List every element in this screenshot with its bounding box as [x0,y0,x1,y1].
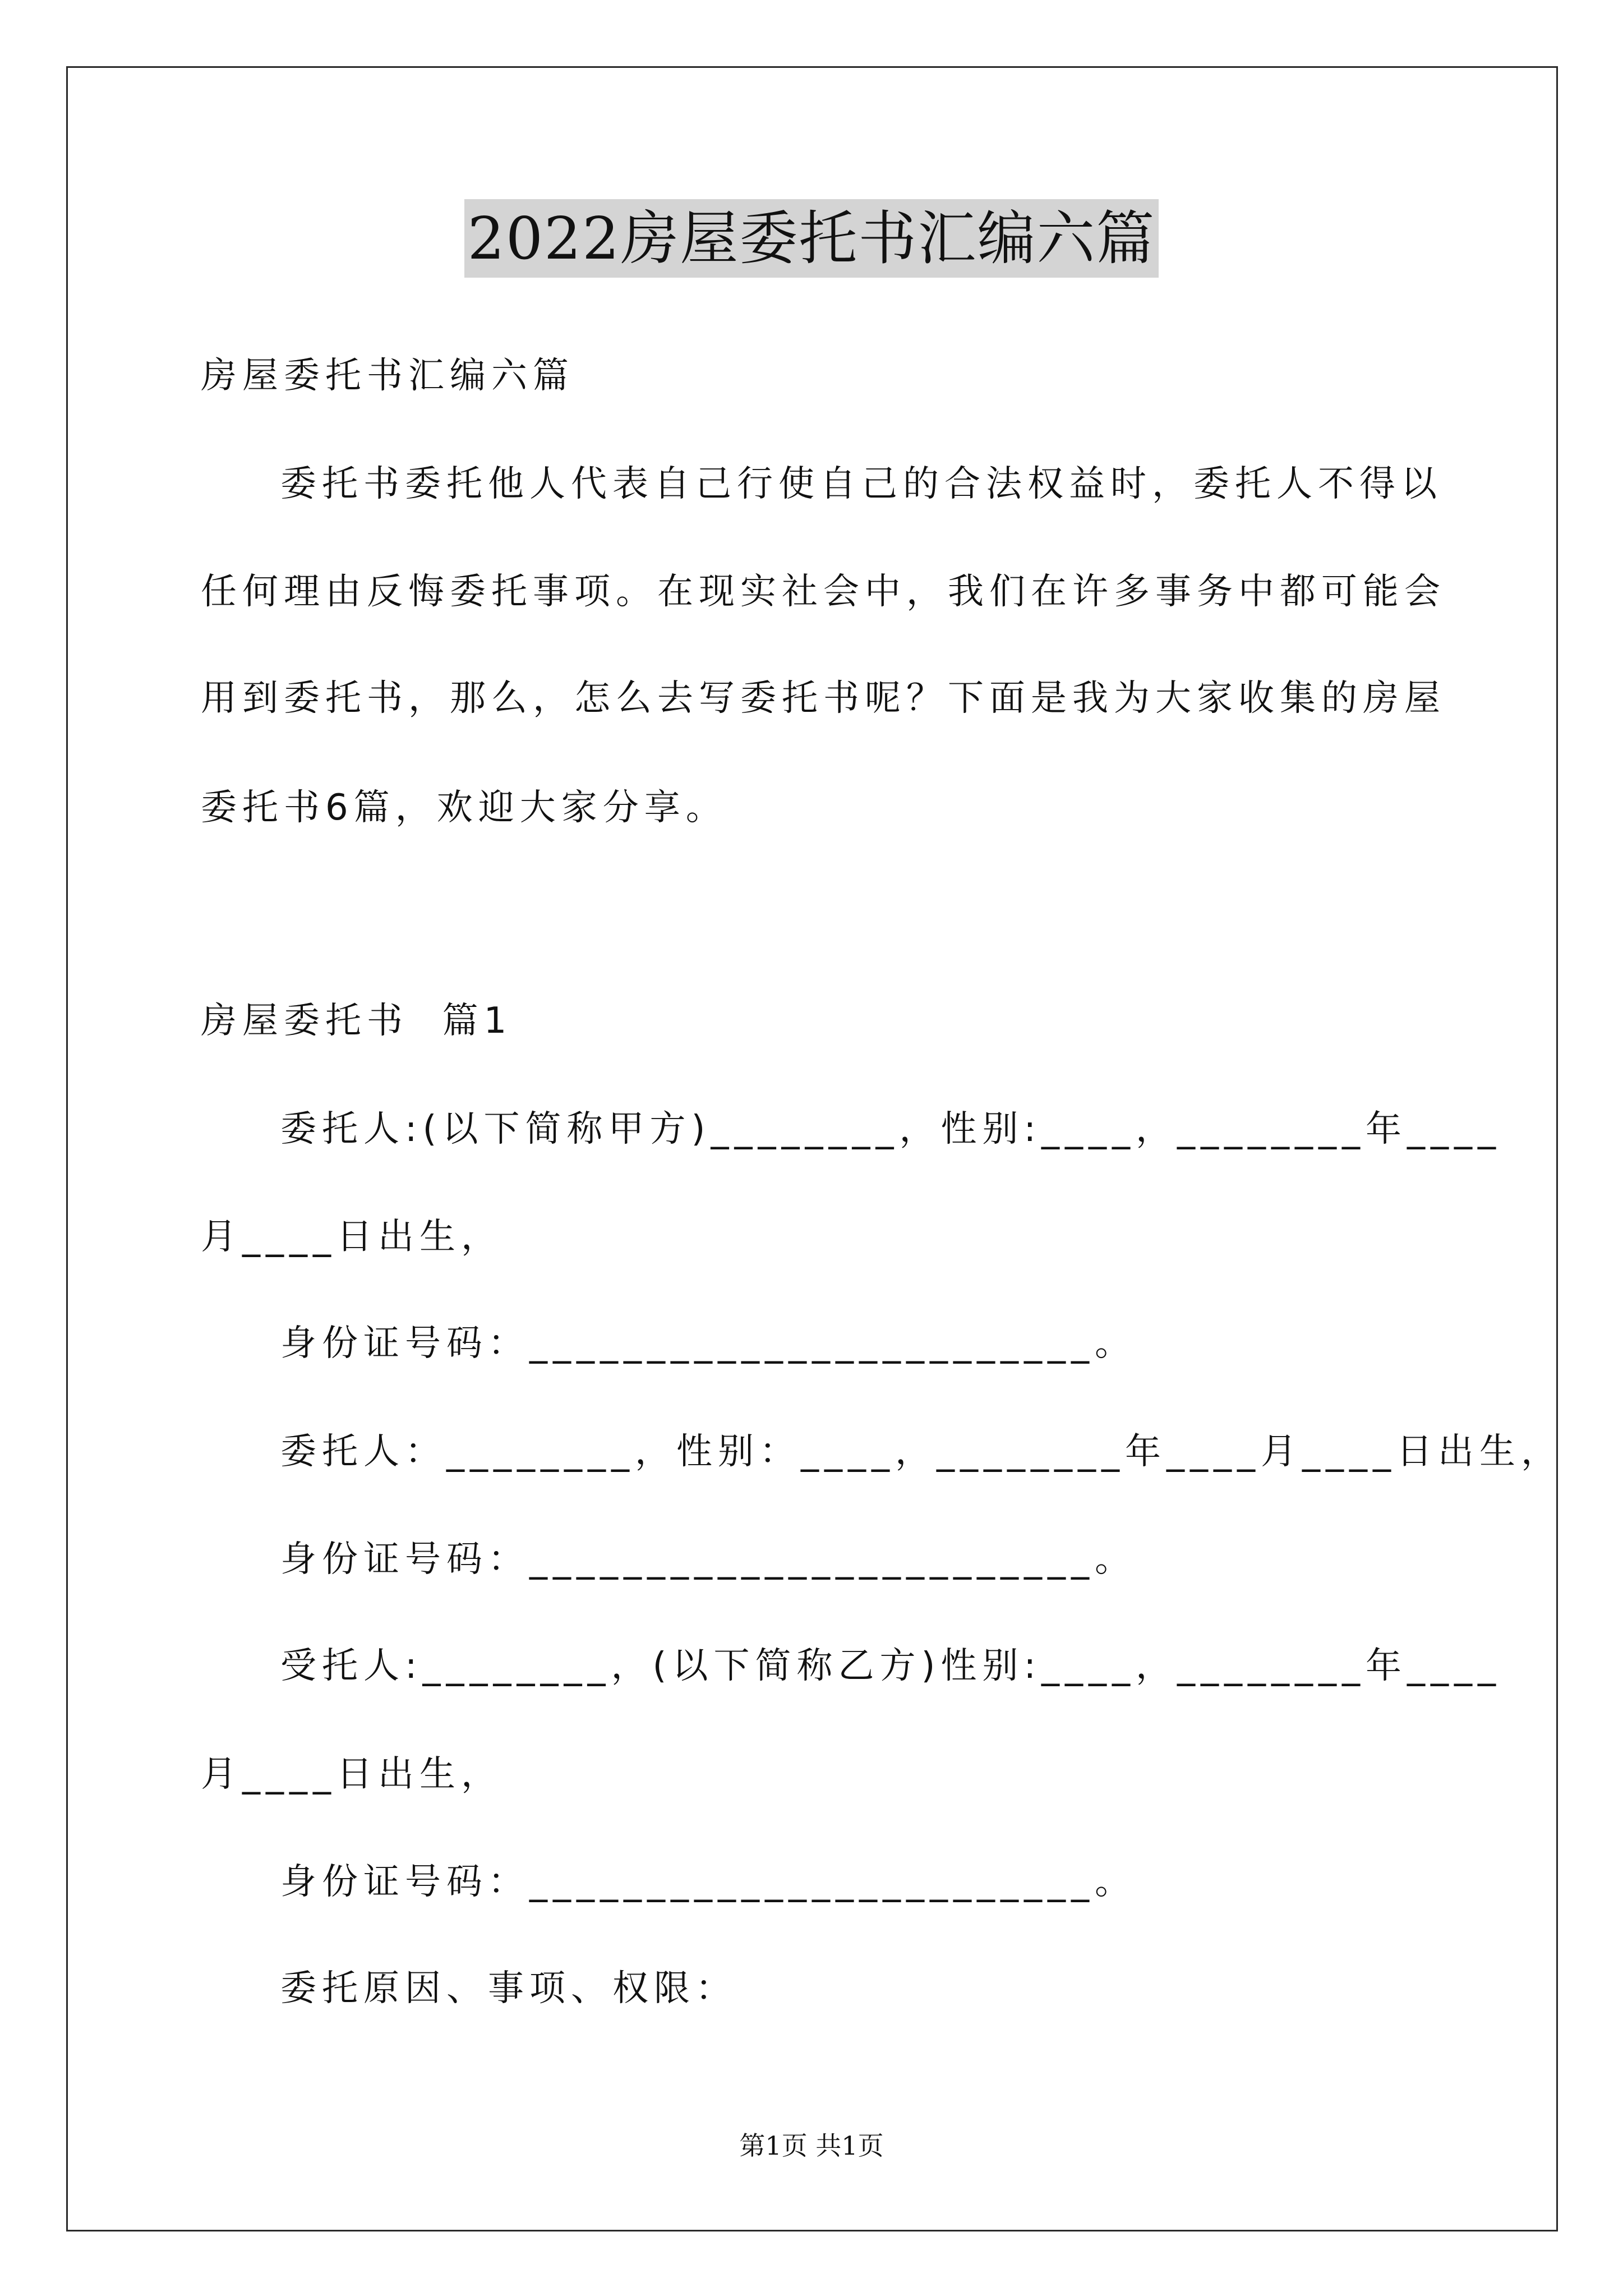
title-container [0,199,1623,278]
agent-line-1: 受托人:________，(以下简称乙方)性别:____，________年____ [280,1645,1502,1687]
authority-line: 委托原因、事项、权限： [280,1968,737,2009]
section-heading: 房屋委托书 篇1 [201,1000,513,1042]
intro-line-2: 任何理由反悔委托事项。在现实社会中，我们在许多事务中都可能会 [201,571,1446,613]
principal2-id-line: 身份证号码：________________________。 [280,1539,1136,1580]
page-footer: 第1页 共1页 [739,2131,884,2161]
document-title: 2022房屋委托书汇编六篇 [464,199,1159,278]
subtitle-line: 房屋委托书汇编六篇 [201,355,574,397]
principal-id-line: 身份证号码：________________________。 [280,1323,1136,1364]
principal2-line: 委托人：________，性别：____，________年____月____日出生， [280,1431,1562,1473]
intro-line-1: 委托书委托他人代表自己行使自己的合法权益时，委托人不得以 [280,463,1442,505]
principal-line-2: 月____日出生， [201,1216,502,1258]
intro-line-4: 委托书6篇，欢迎大家分享。 [201,787,727,829]
agent-line-2: 月____日出生， [201,1754,502,1795]
principal-line-1: 委托人:(以下简称甲方)________，性别:____，________年____ [280,1108,1502,1150]
agent-id-line: 身份证号码：________________________。 [280,1861,1136,1903]
intro-line-3: 用到委托书，那么，怎么去写委托书呢？下面是我为大家收集的房屋 [201,678,1446,719]
